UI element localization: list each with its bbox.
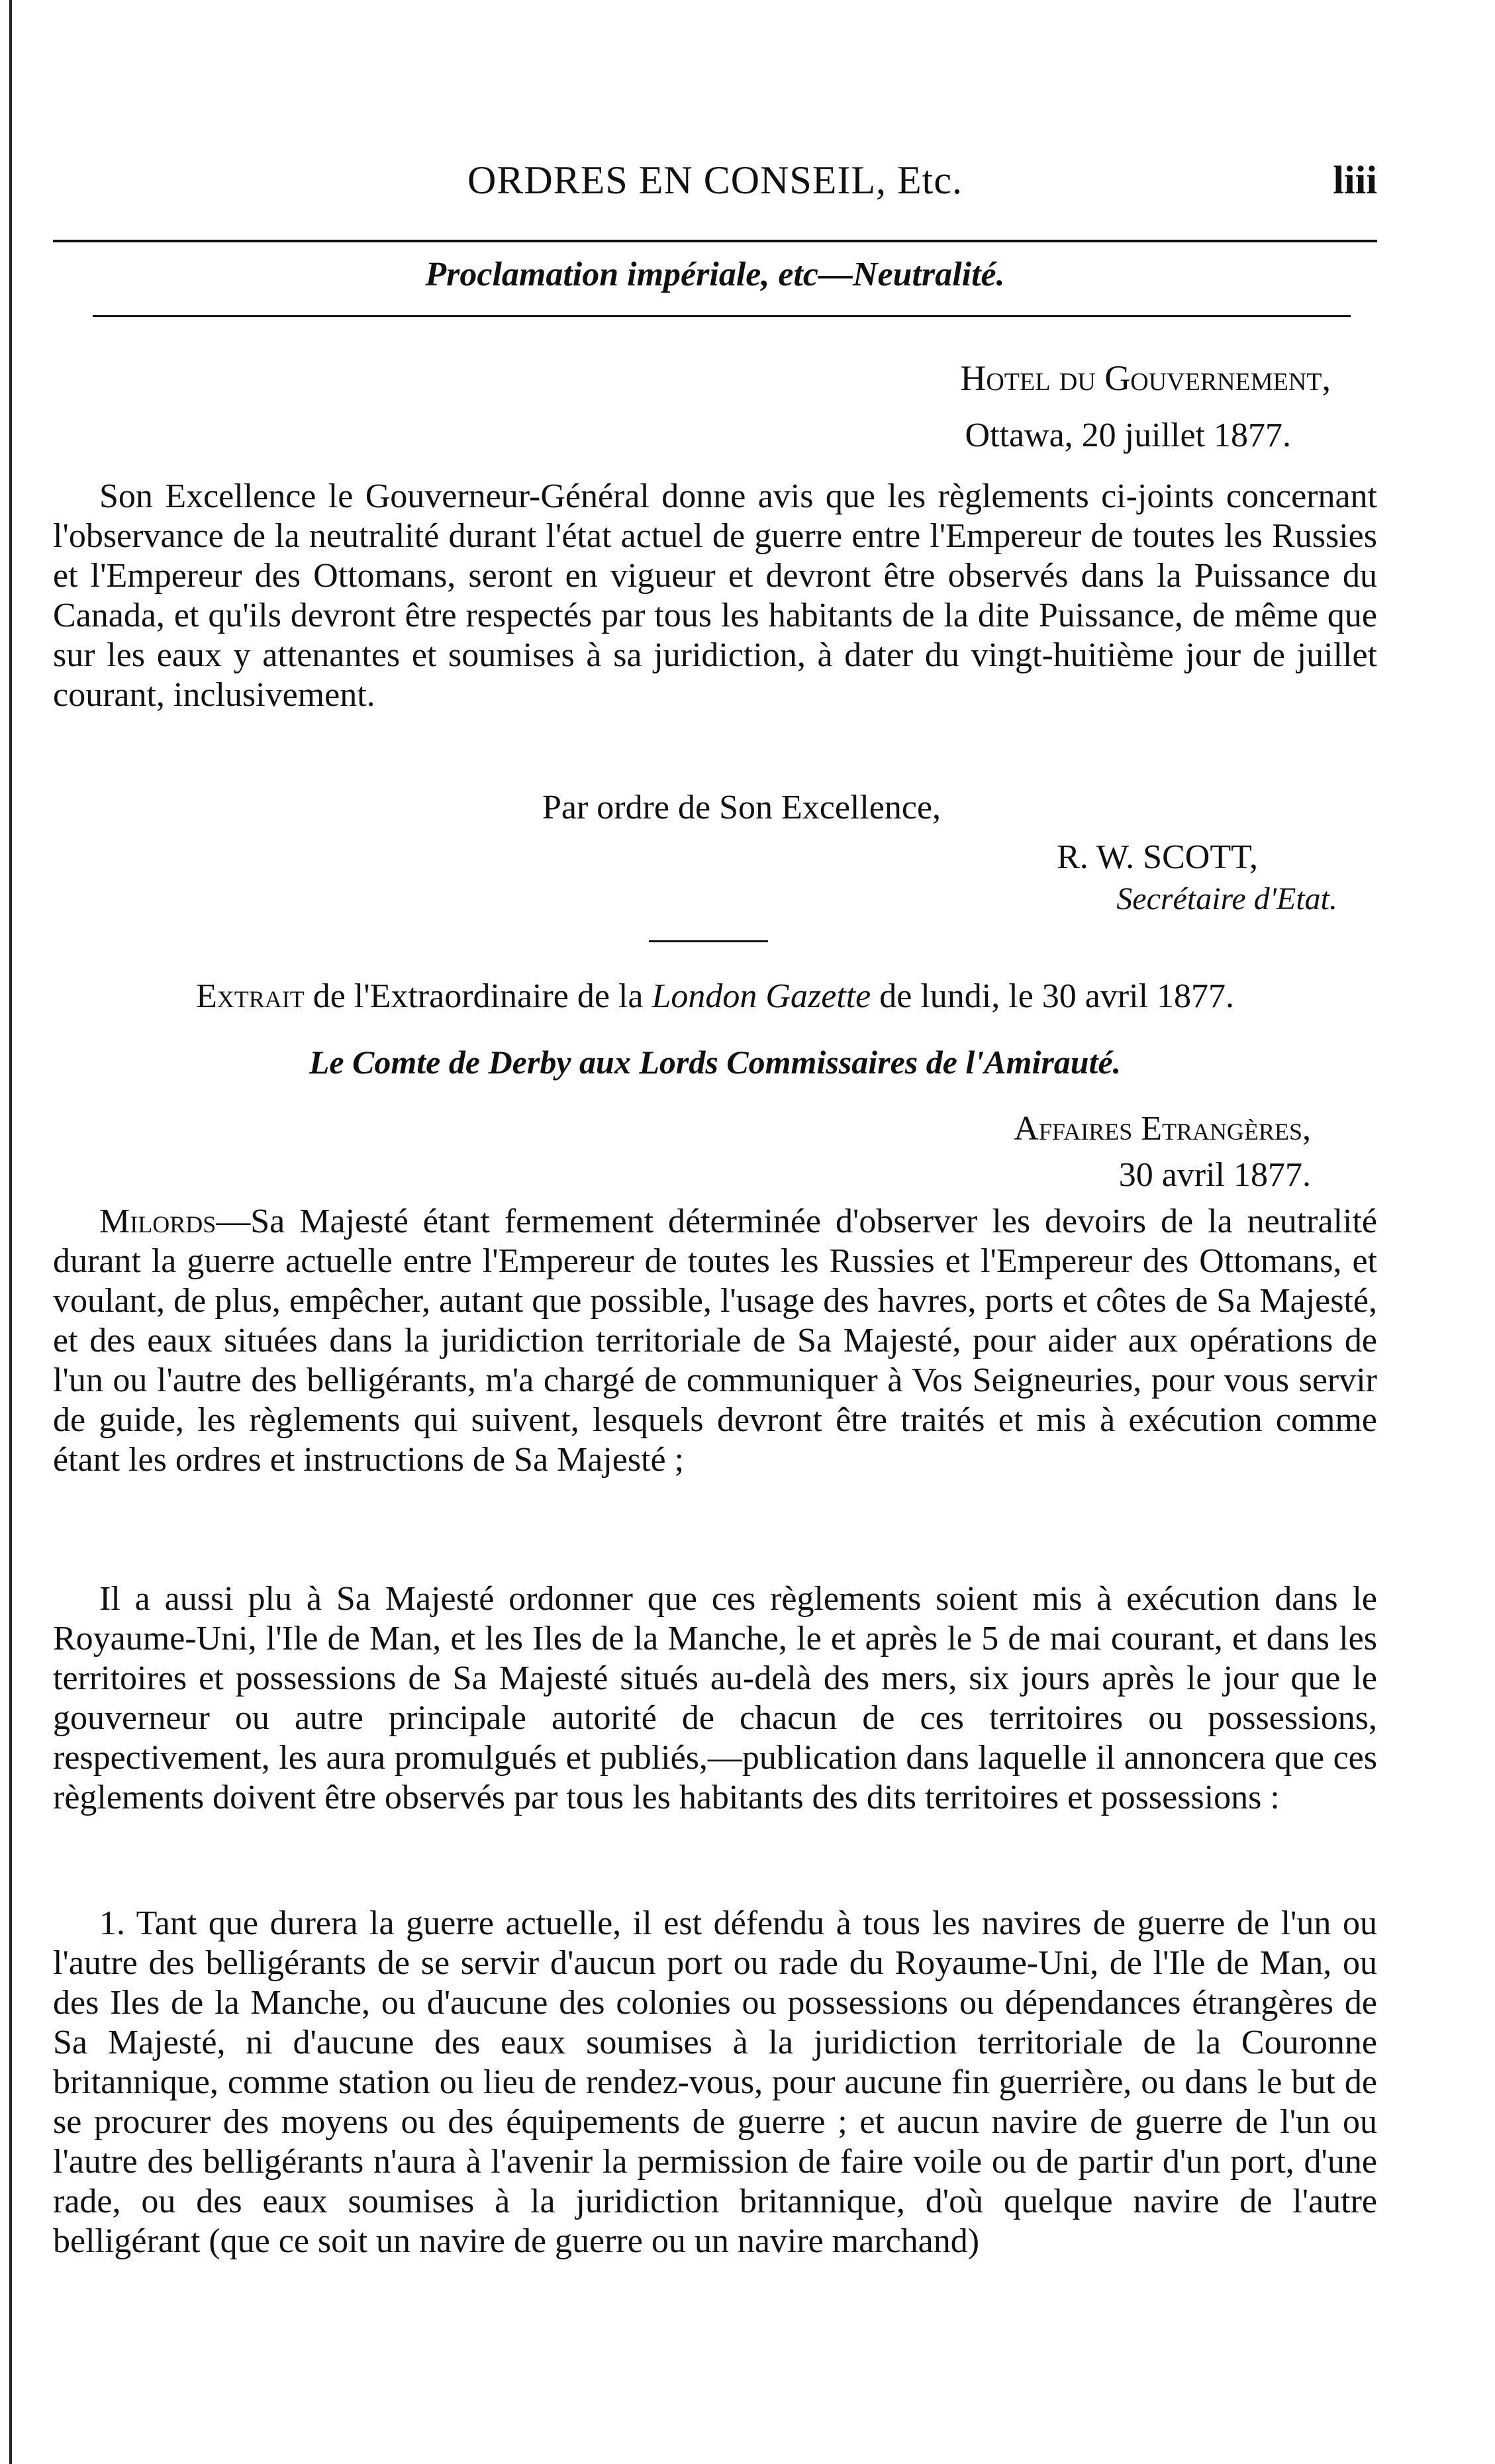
page-number: liii — [1333, 158, 1377, 202]
page-margin-rule — [9, 0, 12, 2464]
separator-rule — [649, 940, 768, 942]
letter-title: Le Comte de Derby aux Lords Commissaires de l'Amirauté. — [309, 1044, 1122, 1081]
letter-paragraph-2: Il a aussi plu à Sa Majesté ordonner que ces règlements soient mis à exécution dans le Royaume-Uni, l'Ile de Man, et les Iles de la Manche, le et après le 5 de mai courant, et dans les territoires et possessions de Sa Majesté situés au-delà des mers, six jours après le jour que le gouverneur ou autre principale autorité de chacun de ces territoires ou possessions, respectivement, les aura promulgués et publiés,—publication dans laquelle il annoncera que ces règlements doivent être observés par tous les habitants des dits territoires et possessions : — [53, 1580, 1377, 1816]
extract-publication: London Gazette — [651, 977, 871, 1015]
section-title: Proclamation impériale, etc—Neutralité. — [425, 256, 1005, 293]
extract-line-end: de lundi, le 30 avril 1877. — [879, 977, 1235, 1015]
extract-line-middle: de l'Extraordinaire de la — [313, 977, 644, 1015]
proclamation-place: Hotel du Gouvernement, — [960, 358, 1331, 398]
extract-lead-word: Extrait — [195, 977, 305, 1015]
letter-date: 30 avril 1877. — [1118, 1156, 1311, 1194]
header-rule — [53, 240, 1377, 242]
salutation: Milords — [99, 1203, 217, 1240]
section-rule — [93, 315, 1351, 317]
letter-office: Affaires Etrangères, — [1014, 1110, 1311, 1148]
letter-paragraph-1 — [53, 1202, 1377, 1480]
signature-title: Secrétaire d'Etat. — [1116, 881, 1337, 916]
letter-paragraph-3: 1. Tant que durera la guerre actuelle, il est défendu à tous les navires de guerre de l'un ou l'autre des belligérants de se servir d'aucun port ou rade du Royaume-Uni, de l'Ile de Man, ou des Iles de la Manche, ou d'aucune des colonies ou possessions ou dépendances étrangères de Sa Majesté, ni d'aucune des eaux soumises à la juridiction territoriale de la Couronne britannique, comme station ou lieu de rendez-vous, pour aucune fin guerrière, ou dans le but de se procurer des moyens ou des équipements de guerre ; et aucun navire de guerre de l'un ou l'autre des belligérants n'aura à l'avenir la permission de faire voile ou de partir d'un port, d'une rade, ou des eaux soumises à la juridiction britannique, d'où quelque navire de l'autre belligérant (que ce soit un navire de guerre ou un navire marchand) — [53, 1904, 1377, 2260]
signature: R. W. SCOTT, — [1057, 838, 1258, 876]
proclamation-body: Son Excellence le Gouverneur-Général donne avis que les règlements ci-joints concernant l'observance de la neutralité durant l'état actuel de guerre entre l'Empereur de toutes les Russies et l'Empereur des Ottomans, seront en vigueur et devront être observés dans la Puissance du Canada, et qu'ils devront être respectés par tous les habitants de la dite Puissance, de même que sur les eaux y attenantes et soumises à sa juridiction, à dater du vingt-huitième jour de juillet courant, inclusivement. — [53, 477, 1377, 714]
extract-heading — [53, 977, 1377, 1016]
running-title: ORDRES EN CONSEIL, Etc. — [467, 158, 963, 202]
order-line: Par ordre de Son Excellence, — [542, 789, 941, 826]
proclamation-date: Ottawa, 20 juillet 1877. — [965, 417, 1291, 454]
paragraph-1-text: —Sa Majesté étant fermement déterminée d'observer les devoirs de la neutralité durant la guerre actuelle entre l'Empereur de toutes les Russies et l'Empereur des Ottomans, et voulant, de plus, empêcher, autant que possible, l'usage des havres, ports et côtes de Sa Majesté, et des eaux situées dans la juridiction territoriale de Sa Majesté, pour aider aux opérations de l'un ou l'autre des belligérants, m'a chargé de communiquer à Vos Seigneuries, pour vous servir de guide, les règlements qui suivent, lesquels devront être traités et mis à exécution comme étant les ordres et instructions de Sa Majesté ; — [53, 1203, 1377, 1479]
running-header — [53, 158, 1377, 211]
